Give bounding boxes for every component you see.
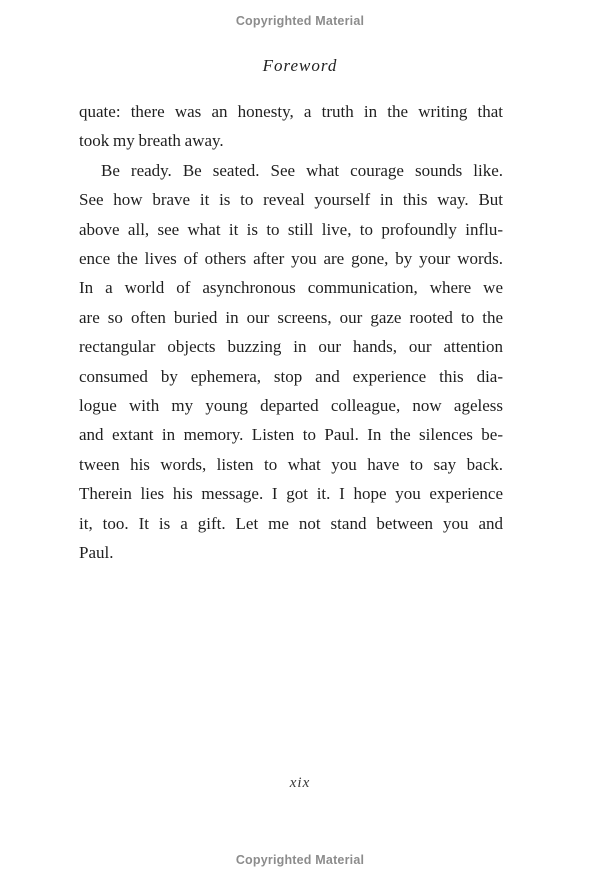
body-line: logue with my young departed colleague, now ageless bbox=[79, 396, 503, 416]
body-line: took my breath away. bbox=[79, 131, 224, 151]
body-line: Therein lies his message. I got it. I hope you experience bbox=[79, 484, 503, 504]
body-line: tween his words, listen to what you have to say back. bbox=[79, 454, 503, 474]
page-number: xix bbox=[289, 775, 311, 791]
body-line: In a world of asynchronous communication, where we bbox=[79, 278, 503, 298]
copyright-notice-bottom: Copyrighted Material bbox=[235, 853, 365, 867]
body-line: quate: there was an honesty, a truth in the writing that bbox=[79, 102, 503, 121]
body-line: are so often buried in our screens, our gaze rooted to the bbox=[79, 307, 503, 327]
body-line: See how brave it is to reveal yourself in this way. But bbox=[79, 190, 503, 210]
body-line: it, too. It is a gift. Let me not stand between you and bbox=[79, 513, 503, 533]
body-line: rectangular objects buzzing in our hands, our attention bbox=[79, 337, 503, 357]
copyright-notice-top: Copyrighted Material bbox=[235, 14, 365, 28]
body-line: above all, see what it is to still live, to profoundly influ- bbox=[79, 219, 503, 239]
body-line: consumed by ephemera, stop and experience this dia- bbox=[79, 366, 503, 386]
foreword-body bbox=[79, 97, 503, 568]
body-line: Paul. bbox=[79, 543, 114, 563]
foreword-heading: Foreword bbox=[262, 56, 338, 75]
body-line: and extant in memory. Listen to Paul. In the silences be- bbox=[79, 425, 503, 445]
body-line: ence the lives of others after you are gone, by your words. bbox=[79, 249, 503, 269]
body-line: Be ready. Be seated. See what courage sounds like. bbox=[101, 160, 503, 180]
